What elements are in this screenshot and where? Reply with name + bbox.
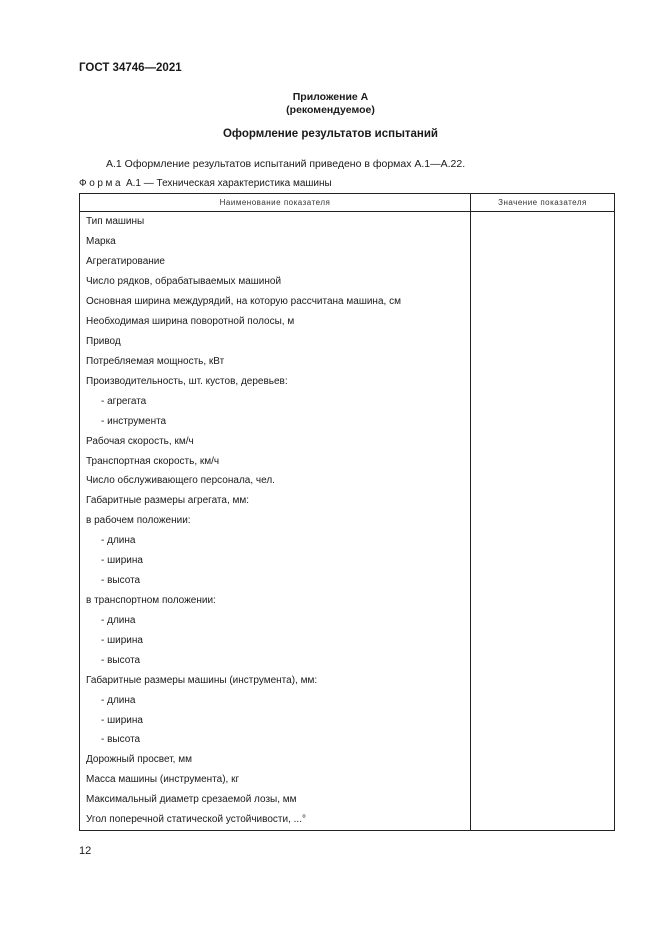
standard-code: ГОСТ 34746—2021 xyxy=(79,62,182,74)
row-label: Габаритные размеры агрегата, мм: xyxy=(80,491,471,511)
row-label: Дорожный просвет, мм xyxy=(80,750,471,770)
row-value-cell xyxy=(471,411,615,431)
row-value-cell xyxy=(471,790,615,810)
column-header-name: Наименование показателя xyxy=(80,194,471,212)
row-label: - длина xyxy=(80,610,471,630)
row-label: - высота xyxy=(80,650,471,670)
table-header-row xyxy=(80,194,615,212)
row-label: Потребляемая мощность, кВт xyxy=(80,351,471,371)
row-label: Производительность, шт. кустов, деревьев: xyxy=(80,371,471,391)
row-value-cell xyxy=(471,551,615,571)
row-label: Тип машины xyxy=(80,212,471,232)
form-caption xyxy=(79,178,332,189)
row-label: - ширина xyxy=(80,630,471,650)
table-row xyxy=(80,332,615,352)
row-label: - высота xyxy=(80,730,471,750)
table-row xyxy=(80,750,615,770)
table-row xyxy=(80,371,615,391)
row-label: - длина xyxy=(80,690,471,710)
table-row xyxy=(80,610,615,630)
table-row xyxy=(80,491,615,511)
row-value-cell xyxy=(471,232,615,252)
row-label: Основная ширина междурядий, на которую рассчитана машина, см xyxy=(80,292,471,312)
table-row xyxy=(80,551,615,571)
row-label: Габаритные размеры машины (инструмента), мм: xyxy=(80,670,471,690)
page-number: 12 xyxy=(79,845,92,857)
row-label: - ширина xyxy=(80,710,471,730)
row-value-cell xyxy=(471,351,615,371)
table-row xyxy=(80,571,615,591)
row-label: - агрегата xyxy=(80,391,471,411)
row-value-cell xyxy=(471,531,615,551)
table-row xyxy=(80,511,615,531)
row-value-cell xyxy=(471,471,615,491)
table-row xyxy=(80,790,615,810)
table-row xyxy=(80,670,615,690)
row-label: - длина xyxy=(80,531,471,551)
table-row xyxy=(80,212,615,232)
table-row xyxy=(80,710,615,730)
appendix-heading xyxy=(0,91,661,117)
row-label: Число обслуживающего персонала, чел. xyxy=(80,471,471,491)
table-row xyxy=(80,471,615,491)
row-value-cell xyxy=(471,670,615,690)
table-row xyxy=(80,252,615,272)
table-row xyxy=(80,451,615,471)
column-header-value: Значение показателя xyxy=(471,194,615,212)
row-value-cell xyxy=(471,252,615,272)
appendix-status: (рекомендуемое) xyxy=(286,104,375,116)
row-value-cell xyxy=(471,770,615,790)
row-label: в рабочем положении: xyxy=(80,511,471,531)
form-caption-text: А.1 — Техническая характеристика машины xyxy=(125,178,332,189)
row-value-cell xyxy=(471,730,615,750)
row-label: Максимальный диаметр срезаемой лозы, мм xyxy=(80,790,471,810)
row-label: Агрегатирование xyxy=(80,252,471,272)
row-value-cell xyxy=(471,371,615,391)
row-value-cell xyxy=(471,571,615,591)
table-row xyxy=(80,232,615,252)
row-value-cell xyxy=(471,272,615,292)
row-value-cell xyxy=(471,690,615,710)
table-row xyxy=(80,690,615,710)
table-row xyxy=(80,630,615,650)
form-caption-word: Форма xyxy=(79,178,124,189)
row-label: в транспортном положении: xyxy=(80,591,471,611)
row-value-cell xyxy=(471,650,615,670)
table-row xyxy=(80,431,615,451)
row-value-cell xyxy=(471,332,615,352)
row-value-cell xyxy=(471,630,615,650)
row-label: Необходимая ширина поворотной полосы, м xyxy=(80,312,471,332)
row-label: - высота xyxy=(80,571,471,591)
row-label: Рабочая скорость, км/ч xyxy=(80,431,471,451)
section-title: Оформление результатов испытаний xyxy=(222,128,439,140)
table-row xyxy=(80,351,615,371)
table-row xyxy=(80,810,615,831)
row-value-cell xyxy=(471,491,615,511)
row-value-cell xyxy=(471,750,615,770)
row-label: - инструмента xyxy=(80,411,471,431)
row-value-cell xyxy=(471,610,615,630)
specification-table xyxy=(79,193,615,831)
table-row xyxy=(80,770,615,790)
table-row xyxy=(80,531,615,551)
row-label: Угол поперечной статической устойчивости, ...° xyxy=(80,810,471,831)
row-value-cell xyxy=(471,710,615,730)
row-value-cell xyxy=(471,591,615,611)
row-value-cell xyxy=(471,511,615,531)
intro-paragraph: А.1 Оформление результатов испытаний приведено в формах А.1—А.22. xyxy=(106,158,466,170)
row-value-cell xyxy=(471,391,615,411)
row-label: - ширина xyxy=(80,551,471,571)
row-label: Транспортная скорость, км/ч xyxy=(80,451,471,471)
appendix-title: Приложение А xyxy=(292,91,369,103)
table-row xyxy=(80,312,615,332)
table-row xyxy=(80,292,615,312)
table-row xyxy=(80,391,615,411)
row-label: Привод xyxy=(80,332,471,352)
table-row xyxy=(80,650,615,670)
row-value-cell xyxy=(471,292,615,312)
row-value-cell xyxy=(471,312,615,332)
table-body xyxy=(80,212,615,831)
row-value-cell xyxy=(471,212,615,232)
row-value-cell xyxy=(471,451,615,471)
table-row xyxy=(80,411,615,431)
table-row xyxy=(80,730,615,750)
table-row xyxy=(80,272,615,292)
table-row xyxy=(80,591,615,611)
row-value-cell xyxy=(471,431,615,451)
row-label: Число рядков, обрабатываемых машиной xyxy=(80,272,471,292)
row-value-cell xyxy=(471,810,615,831)
row-label: Масса машины (инструмента), кг xyxy=(80,770,471,790)
row-label: Марка xyxy=(80,232,471,252)
